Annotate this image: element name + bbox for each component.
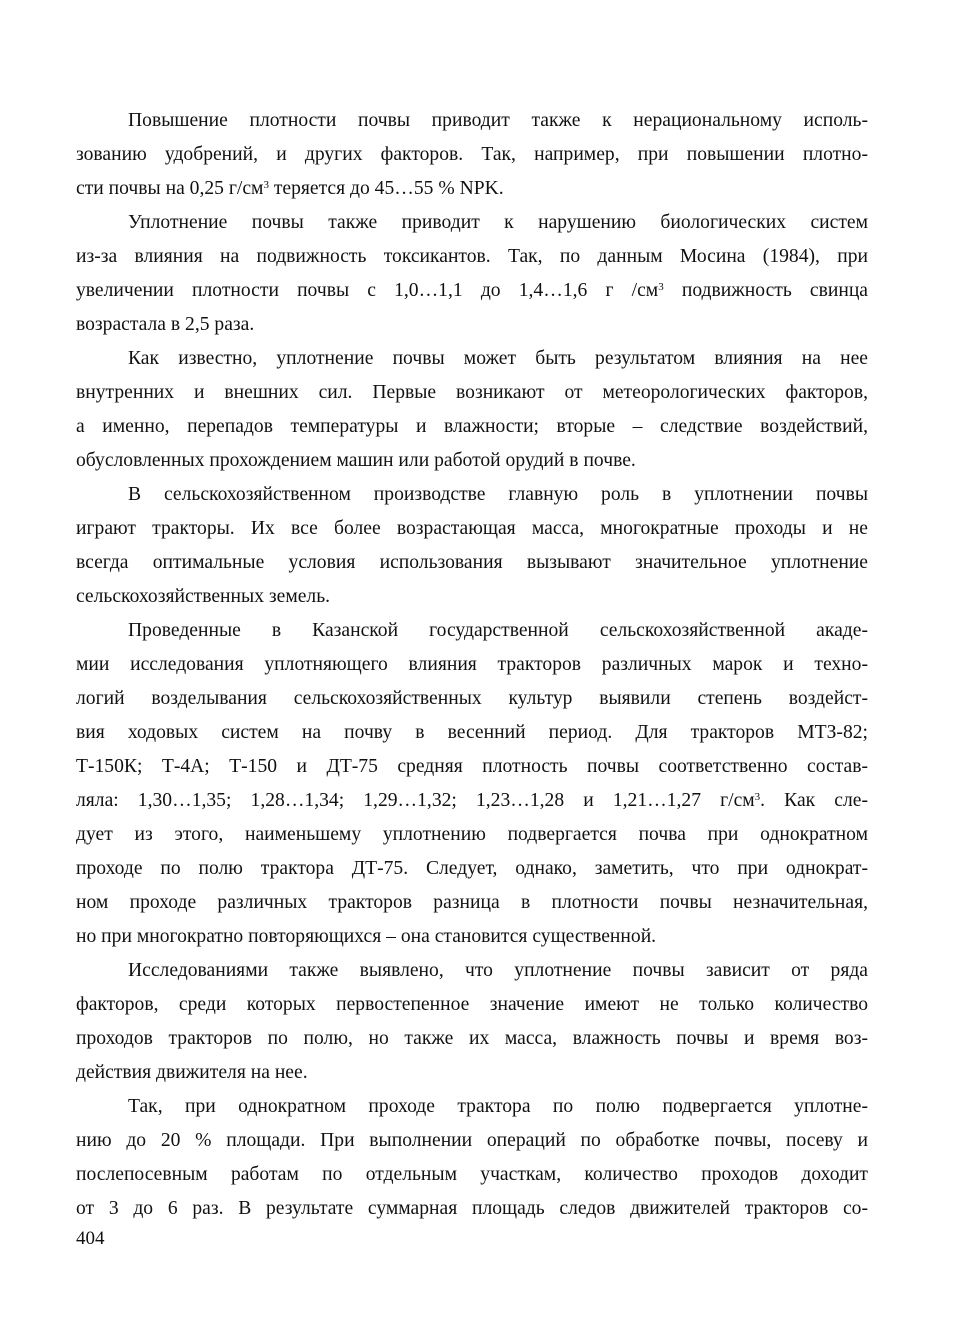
text-line: возрастала в 2,5 раза. <box>76 314 255 335</box>
text-line: нию до 20 % площади. При выполнении операций по обработке почвы, посеву и <box>76 1130 868 1151</box>
text-line: послепосевным работам по отдельным участкам, количество проходов доходит <box>76 1164 868 1185</box>
text-line: всегда оптимальные условия использования вызывают значительное уплотнение <box>76 552 868 573</box>
text-line: Исследованиями также выявлено, что уплотнение почвы зависит от ряда <box>128 960 868 981</box>
text-line: дует из этого, наименьшему уплотнению подвергается почва при однократном <box>76 824 868 845</box>
text-line: факторов, среди которых первостепенное значение имеют не только количество <box>76 994 868 1015</box>
text-line: из-за влияния на подвижность токсикантов. Так, по данным Мосина (1984), при <box>76 246 868 267</box>
text-line: проходов тракторов по полю, но также их масса, влажность почвы и время воз- <box>76 1028 868 1049</box>
text-line: Уплотнение почвы также приводит к нарушению биологических систем <box>128 212 868 233</box>
text-line: увеличении плотности почвы с 1,0…1,1 до 1,4…1,6 г $/см^3$ подвижность свинца <box>76 280 869 301</box>
body-text <box>76 104 868 1226</box>
text-line: ляла: 1,30…1,35; 1,28…1,34; 1,29…1,32; 1,23…1,28 и 1,21…1,27 $г/см^3$. Как сле- <box>76 790 868 811</box>
text-line: логий возделывания сельскохозяйственных культур выявили степень воздейст- <box>76 688 868 709</box>
text-line: зованию удобрений, и других факторов. Так, например, при повышении плотно- <box>76 144 868 165</box>
text-line: В сельскохозяйственном производстве главную роль в уплотнении почвы <box>128 484 868 505</box>
text-line: мии исследования уплотняющего влияния тракторов различных марок и техно- <box>76 654 868 675</box>
text-line: ном проходе различных тракторов разница в плотности почвы незначительная, <box>76 892 868 913</box>
text-line: Так, при однократном проходе трактора по полю подвергается уплотне- <box>128 1096 868 1117</box>
paragraph <box>76 614 868 954</box>
paragraph <box>76 478 868 614</box>
text-line: Проведенные в Казанской государственной сельскохозяйственной акаде- <box>128 620 868 641</box>
paragraph <box>76 1090 868 1226</box>
text-line: играют тракторы. Их все более возрастающая масса, многократные проходы и не <box>76 518 868 539</box>
text-line: но при многократно повторяющихся – она становится существенной. <box>76 926 657 947</box>
text-line: внутренних и внешних сил. Первые возникают от метеорологических факторов, <box>76 382 868 403</box>
text-line: Как известно, уплотнение почвы может быть результатом влияния на нее <box>128 348 868 369</box>
text-line: сти почвы на 0,25 $г/см^3$ теряется до 45…55 % NPK. <box>76 178 504 199</box>
text-line: от 3 до 6 раз. В результате суммарная площадь следов движителей тракторов со- <box>76 1198 868 1219</box>
text-line: проходе по полю трактора ДТ-75. Следует, однако, заметить, что при однократ- <box>76 858 868 879</box>
text-line: сельскохозяйственных земель. <box>76 586 331 607</box>
page-number: 404 <box>76 1228 105 1249</box>
text-line: обусловленных прохождением машин или работой орудий в почве. <box>76 450 636 471</box>
text-line: Повышение плотности почвы приводит также к нерациональному исполь- <box>128 110 868 131</box>
paragraph <box>76 104 868 206</box>
paragraph <box>76 342 868 478</box>
paragraph <box>76 206 868 342</box>
text-line: вия ходовых систем на почву в весенний период. Для тракторов МТЗ-82; <box>76 722 868 743</box>
text-line: действия движителя на нее. <box>76 1062 308 1083</box>
text-line: а именно, перепадов температуры и влажности; вторые – следствие воздействий, <box>76 416 868 437</box>
paragraph <box>76 954 868 1090</box>
text-line: Т-150К; Т-4А; Т-150 и ДТ-75 средняя плотность почвы соответственно состав- <box>76 756 868 777</box>
